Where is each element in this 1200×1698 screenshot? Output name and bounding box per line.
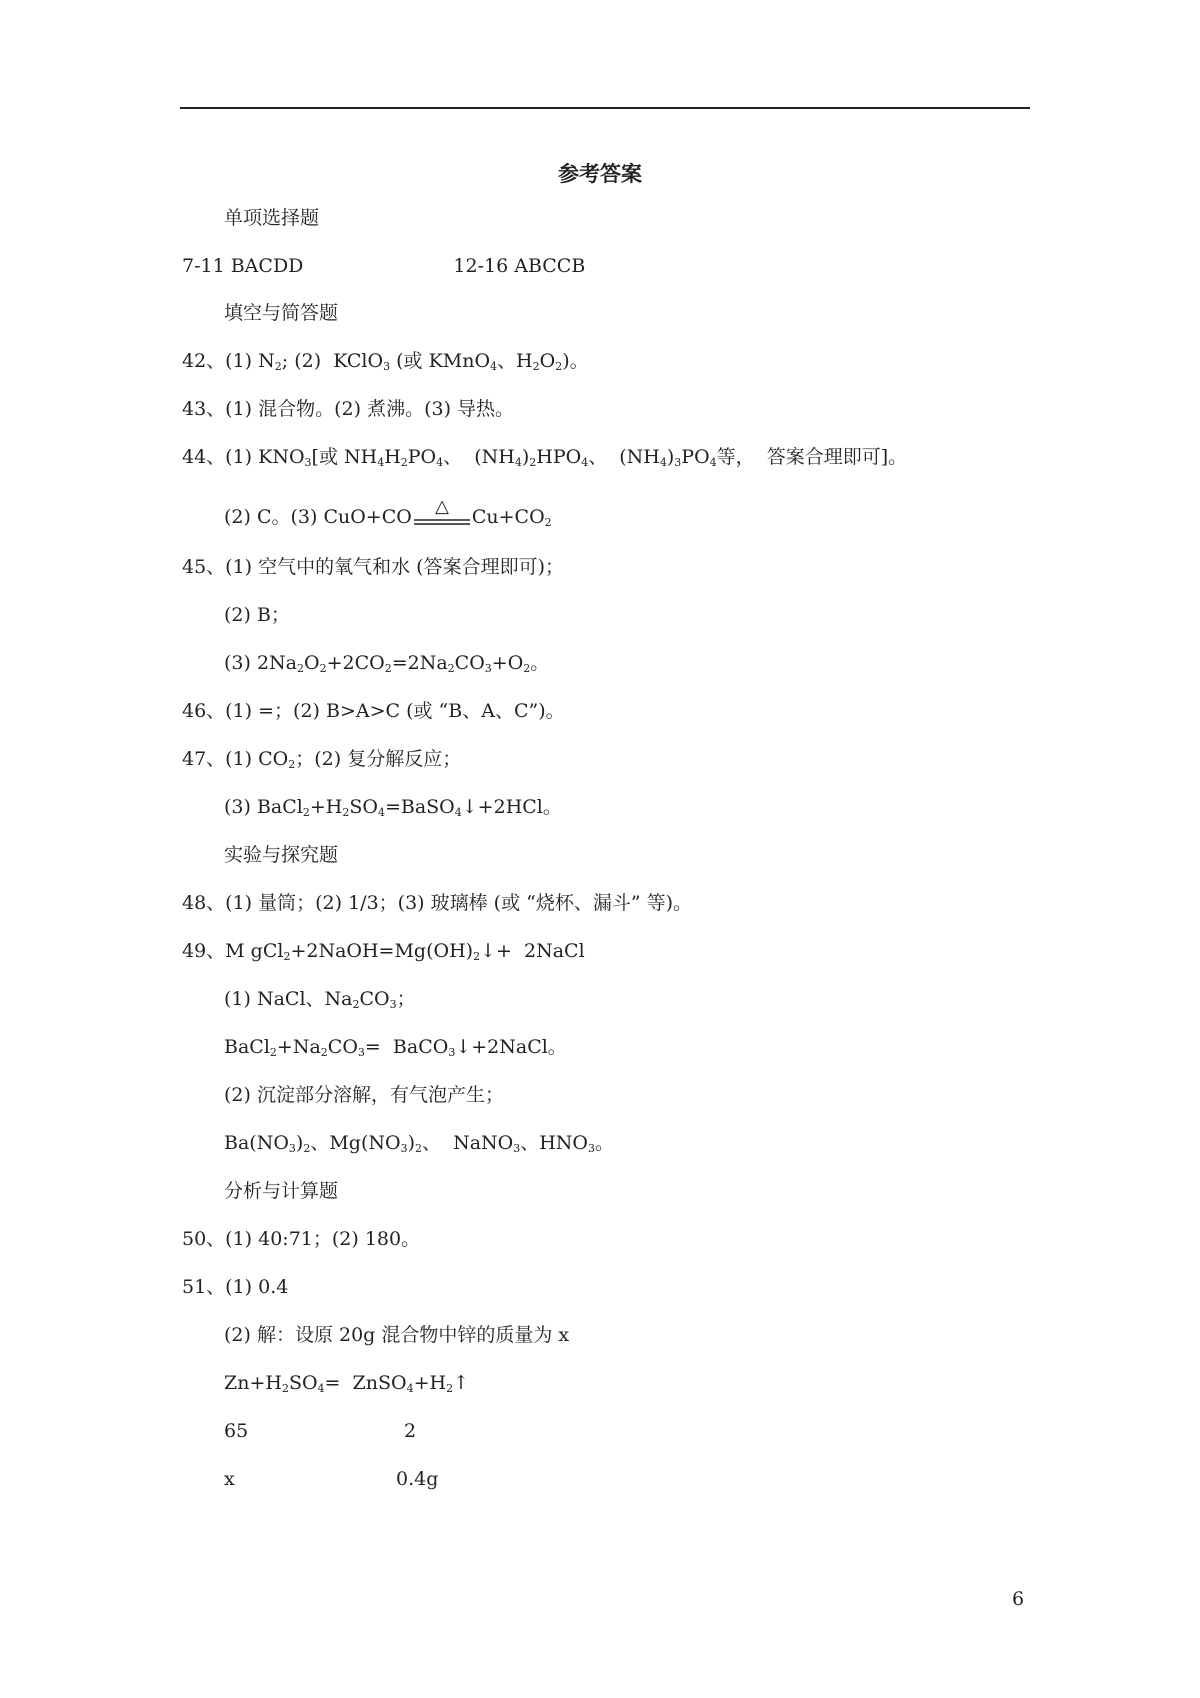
section-heading-fill-in: 填空与简答题 bbox=[224, 302, 339, 324]
delta-icon: △ bbox=[434, 496, 449, 517]
answer-line-q49-ions: $Ba(NO_3)_2$、$Mg(NO_3)_2$、 NaNO$_3$、$HNO_3$。 bbox=[224, 1132, 615, 1155]
answer-line-mc bbox=[182, 254, 585, 278]
answer-line-q45-3: (3) $2Na_2O_2+2CO_2=2Na_2CO_3+O_2$。 bbox=[224, 652, 550, 675]
answer-line-q51-1: 51、(1) 0.4 bbox=[182, 1276, 289, 1298]
answer-line-q49: 49、M $gCl_2+2NaOH=Mg(OH)_2↓+$ 2NaCl bbox=[182, 940, 585, 963]
answer-line-q49-2: (2) 沉淀部分溶解，有气泡产生； bbox=[224, 1084, 504, 1106]
heating-equation-arrow bbox=[412, 496, 472, 530]
answer-line-q46: 46、(1) =；(2) B>A>C (或 “B、A、C”)。 bbox=[182, 700, 565, 722]
answer-line-q50: 50、(1) 40:71；(2) 180。 bbox=[182, 1228, 421, 1250]
answer-line-q49-eq: $BaCl_2+Na_2CO_3=$ BaCO$_3$↓+2NaCl。 bbox=[224, 1036, 567, 1059]
mc-answers-12-16: 12-16 ABCCB bbox=[453, 255, 586, 277]
answer-line-q47-1: 47、(1) $CO_2$；(2) 复分解反应； bbox=[182, 748, 462, 771]
answer-line-q43: 43、(1) 混合物。(2) 煮沸。(3) 导热。 bbox=[182, 398, 515, 420]
answer-line-q51-eq: $Zn+H_2SO_4=$ $ZnSO_4+H_2↑$ bbox=[224, 1372, 469, 1395]
answer-line-q44-1: 44、(1) $KNO_3$[或 $NH_4H_2PO_4$、 $(NH_4)_2HPO_4$、 $(NH_4)_3PO_4$等， 答案合理即可]。 bbox=[182, 446, 908, 469]
answer-line-q44-2: (2) C。(3) CuO+CO △ $Cu+CO_2$ bbox=[224, 496, 552, 529]
answer-line-q45-2: (2) B； bbox=[224, 604, 290, 626]
answer-line-q51-2: (2) 解：设原 20g 混合物中锌的质量为 x bbox=[224, 1324, 570, 1346]
page-number: 6 bbox=[1012, 1588, 1025, 1610]
answer-line-q51-ratio-1: 65 2 bbox=[224, 1420, 417, 1442]
answer-line-q42: 42、(1) $N_2$; (2) KClO$_3$ (或 KMnO$_4$、$H_2O_2$)。 bbox=[182, 350, 589, 373]
answer-line-q47-3: (3) $BaCl_2+H_2SO_4=BaSO_4↓+2HCl$。 bbox=[224, 796, 562, 819]
section-heading-calculation: 分析与计算题 bbox=[224, 1180, 339, 1202]
page-title: 参考答案 bbox=[558, 162, 642, 186]
header-rule bbox=[180, 107, 1030, 109]
answer-line-q49-1: (1) NaCl、$Na_2CO_3$； bbox=[224, 988, 416, 1011]
mc-answers-7-11: 7-11 BACDD bbox=[182, 255, 304, 277]
answer-line-q45-1: 45、(1) 空气中的氧气和水 (答案合理即可)； bbox=[182, 556, 564, 578]
section-heading-single-choice: 单项选择题 bbox=[224, 207, 320, 229]
section-heading-experiment: 实验与探究题 bbox=[224, 844, 339, 866]
answer-line-q48: 48、(1) 量筒；(2) 1/3；(3) 玻璃棒 (或 “烧杯、漏斗” 等)。 bbox=[182, 892, 692, 914]
answer-line-q51-ratio-2: x 0.4g bbox=[224, 1468, 439, 1490]
